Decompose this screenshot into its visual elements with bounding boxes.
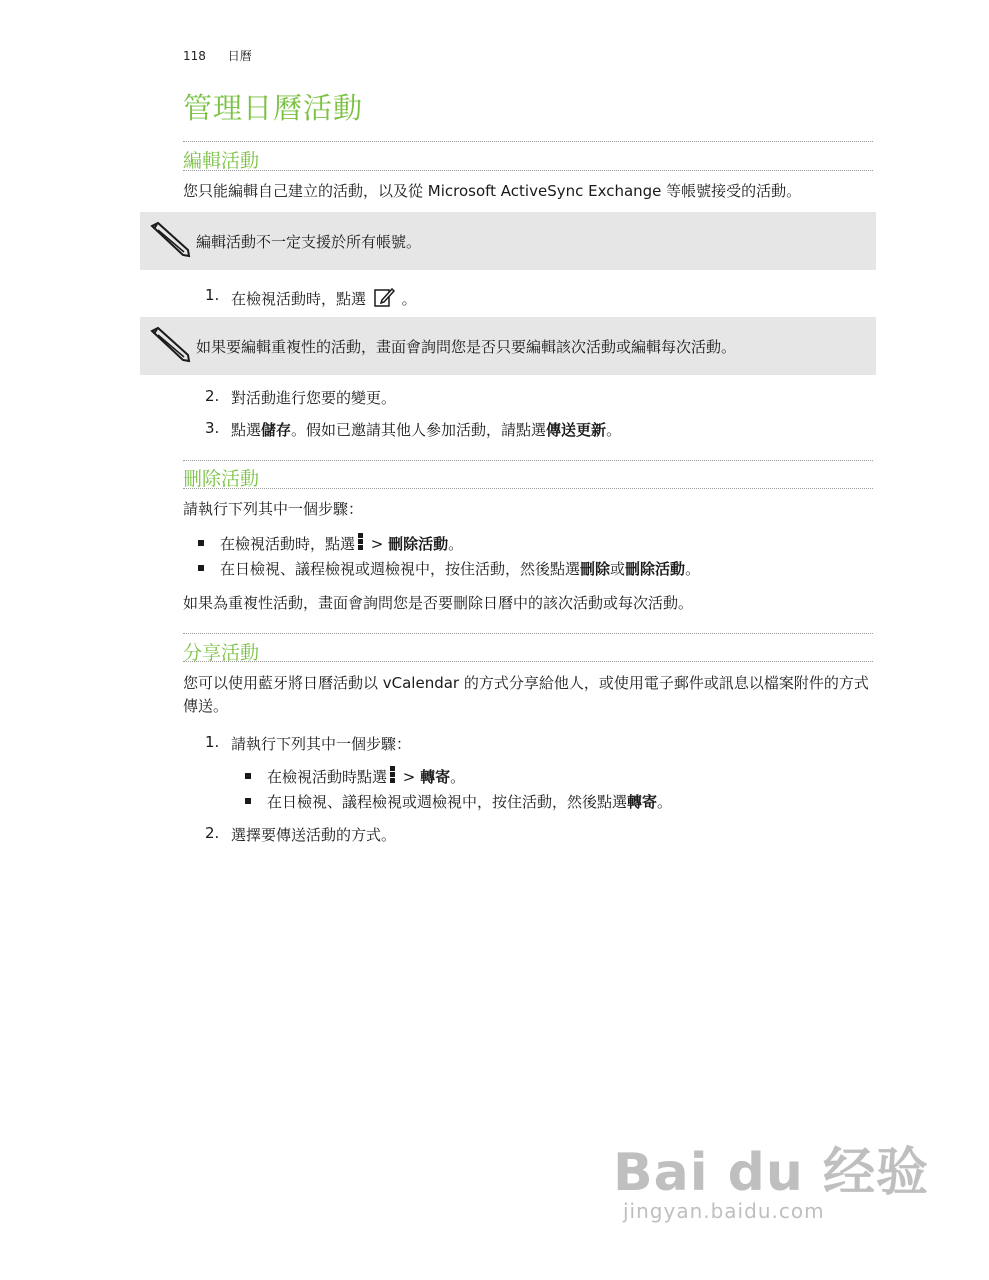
step-item: 請執行下列其中一個步驟： (231, 735, 412, 753)
delete-intro: 請執行下列其中一個步驟： (183, 500, 364, 518)
divider (183, 170, 873, 171)
note-text: 編輯活動不一定支援於所有帳號。 (196, 233, 422, 251)
step-item: 對活動進行您要的變更。 (231, 389, 397, 407)
step-number: 1. (205, 733, 220, 751)
delete-outro: 如果為重複性活動，畫面會詢問您是否要刪除日曆中的該次活動或每次活動。 (183, 594, 694, 612)
page-number: 118 (183, 49, 206, 63)
step-number: 3. (205, 419, 220, 437)
bullet (198, 540, 204, 546)
list-item: 在日檢視、議程檢視或週檢視中，按住活動，然後點選轉寄。 (267, 793, 673, 811)
pencil-icon (148, 325, 192, 363)
divider (183, 661, 873, 662)
share-heading: 分享活動 (183, 642, 260, 664)
share-intro: 您可以使用藍牙將日曆活動以 vCalendar 的方式分享給他人，或使用電子郵件或訊息以檔案附件的方式傳送。 (183, 674, 869, 715)
pencil-icon (148, 220, 192, 258)
bullet (245, 798, 251, 804)
bullet (245, 773, 251, 779)
edit-icon (373, 286, 395, 308)
bullet (198, 565, 204, 571)
divider (183, 633, 873, 634)
divider (183, 141, 873, 142)
step-item: 選擇要傳送活動的方式。 (231, 826, 397, 844)
watermark-url: jingyan.baidu.com (623, 1199, 825, 1223)
watermark-logo: Bai du 经验 (613, 1143, 929, 1203)
delete-heading: 刪除活動 (183, 468, 260, 490)
step-number: 2. (205, 387, 220, 405)
list-item: 在檢視活動時，點選 > 刪除活動。 (220, 535, 464, 553)
list-item: 在檢視活動時點選 > 轉寄。 (267, 768, 466, 786)
divider (183, 488, 873, 489)
step-item: 點選儲存。假如已邀請其他人參加活動，請點選傳送更新。 (231, 421, 622, 439)
step-number: 1. (205, 286, 220, 304)
divider (183, 460, 873, 461)
more-menu-icon (390, 766, 395, 784)
note-box (140, 212, 876, 270)
running-header (183, 47, 252, 64)
step-number: 2. (205, 824, 220, 842)
note-box (140, 317, 876, 375)
more-menu-icon (358, 533, 363, 551)
step-item: 在檢視活動時，點選 。 (231, 286, 417, 309)
list-item: 在日檢視、議程檢視或週檢視中，按住活動，然後點選刪除或刪除活動。 (220, 560, 701, 578)
watermark (613, 1130, 929, 1223)
edit-intro: 您只能編輯自己建立的活動，以及從 Microsoft ActiveSync Exchange 等帳號接受的活動。 (183, 182, 802, 200)
note-text: 如果要編輯重複性的活動，畫面會詢問您是否只要編輯該次活動或編輯每次活動。 (196, 338, 737, 356)
section-name: 日曆 (227, 49, 252, 63)
page-title: 管理日曆活動 (183, 91, 364, 125)
edit-heading: 編輯活動 (183, 150, 260, 172)
